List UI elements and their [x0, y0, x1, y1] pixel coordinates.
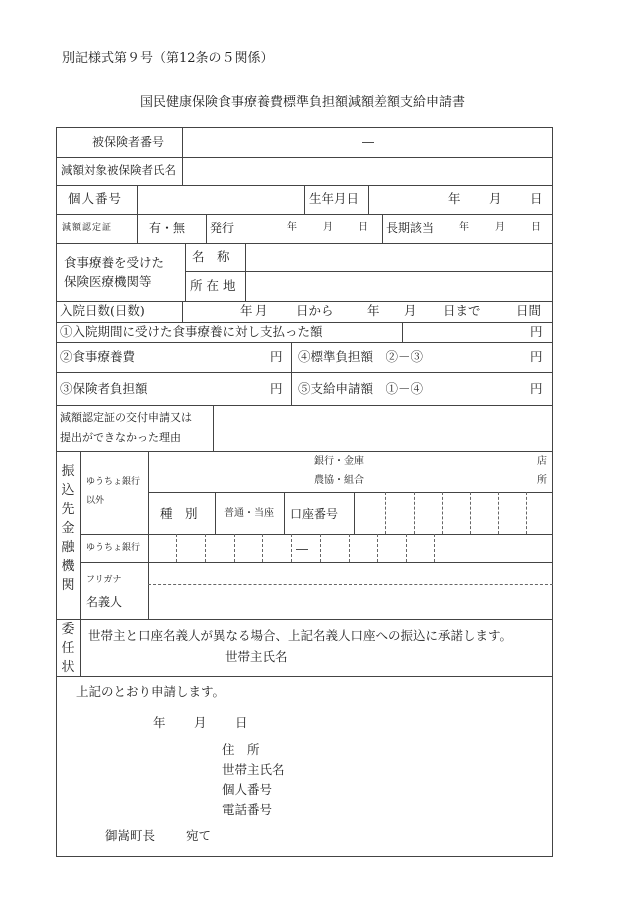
- amount-item-2-yen: 円: [270, 349, 283, 364]
- reason-line1: 減額認定証の交付申請又は: [60, 411, 192, 424]
- applicant-personal-number-label: 個人番号: [222, 782, 273, 797]
- application-statement: 上記のとおり申請します。: [76, 684, 226, 699]
- insured-name-label: 減額対象被保険者氏名: [61, 163, 176, 177]
- stay-month1: 月: [255, 303, 268, 318]
- stay-until: 日まで: [443, 303, 481, 318]
- amount-item-2: ②食事療養費: [60, 349, 136, 364]
- application-day: 日: [235, 715, 248, 730]
- form-title: 国民健康保険食事療養費標準負担額減額差額支給申請書: [140, 95, 466, 110]
- amount-item-5: ⑤支給申請額 ①－④: [298, 381, 424, 396]
- postal-bank-label: ゆうちょ銀行: [86, 543, 141, 553]
- branch-suffix-2: 所: [537, 475, 547, 486]
- dob-label: 生年月日: [309, 191, 360, 206]
- insured-number-label: 被保険者番号: [92, 135, 165, 149]
- cert-long-label: 長期該当: [386, 221, 435, 235]
- personal-number-label: 個人番号: [68, 191, 123, 206]
- non-postal-label-line1: ゆうちょ銀行: [86, 477, 141, 487]
- applicant-phone-label: 電話番号: [222, 802, 273, 817]
- dob-year: 年: [448, 191, 461, 206]
- amount-item-4: ④標準負担額 ②－③: [298, 349, 424, 364]
- institution-label-line1: 食事療養を受けた: [64, 255, 165, 270]
- dob-day: 日: [530, 191, 543, 206]
- account-type-options[interactable]: 普通・当座: [224, 508, 274, 519]
- cert-issued-label: 発行: [210, 221, 235, 235]
- branch-suffix-1: 店: [537, 456, 547, 467]
- cert-label: 減額認定証: [62, 223, 113, 233]
- stay-from: 日から: [296, 303, 334, 318]
- postal-dash: ―: [296, 542, 308, 556]
- applicant-householder-label: 世帯主氏名: [222, 762, 285, 777]
- cert-long-year: 年: [459, 222, 469, 233]
- bank-type-1: 銀行・金庫: [314, 456, 364, 467]
- addressee-to: 宛て: [186, 828, 212, 843]
- stay-days: 日間: [516, 303, 542, 318]
- cert-issued-year: 年: [287, 222, 297, 233]
- cert-long-month: 月: [495, 222, 505, 233]
- insured-number-dash: ―: [362, 135, 374, 149]
- amount-item-4-yen: 円: [530, 349, 543, 364]
- delegation-statement: 世帯主と口座名義人が異なる場合、上記名義人口座への振込に承諾します。: [88, 628, 513, 643]
- institution-label-line2: 保険医療機関等: [64, 274, 152, 289]
- amount-item-3-yen: 円: [270, 381, 283, 396]
- delegation-householder-label: 世帯主氏名: [225, 649, 288, 664]
- amount-item-5-yen: 円: [530, 381, 543, 396]
- bank-type-2: 農協・組合: [314, 475, 364, 486]
- non-postal-label-line2: 以外: [86, 496, 105, 506]
- addressee: 御嵩町長: [105, 828, 156, 843]
- cert-long-day: 日: [531, 222, 541, 233]
- delegation-section-label: 委 任 状: [61, 622, 75, 675]
- cert-issued-day: 日: [358, 222, 368, 233]
- furigana-label: フリガナ: [86, 575, 122, 585]
- amount-item-3: ③保険者負担額: [60, 381, 148, 396]
- amount-item-1: ①入院期間に受けた食事療養に対し支払った額: [60, 324, 323, 339]
- account-holder-label: 名義人: [86, 595, 123, 609]
- application-year: 年: [153, 715, 166, 730]
- account-number-label: 口座番号: [290, 507, 339, 521]
- stay-month2: 月: [404, 303, 417, 318]
- cert-issued-month: 月: [323, 222, 333, 233]
- cert-yes-no: 有・無: [149, 221, 186, 235]
- stay-year1: 年: [240, 303, 253, 318]
- bank-section-label: 振 込 先 金 融 機 関: [61, 464, 75, 593]
- dob-month: 月: [489, 191, 502, 206]
- amount-item-1-yen: 円: [530, 324, 543, 339]
- reason-line2: 提出ができなかった理由: [60, 431, 181, 444]
- application-month: 月: [194, 715, 207, 730]
- stay-year2: 年: [367, 303, 380, 318]
- institution-address-label: 所 在 地: [190, 278, 236, 293]
- applicant-address-label: 住 所: [222, 742, 260, 757]
- institution-name-label: 名 称: [192, 249, 230, 264]
- account-type-label: 種 別: [160, 506, 198, 521]
- form-number: 別記様式第９号（第12条の５関係）: [62, 51, 274, 66]
- stay-label: 入院日数(日数): [60, 303, 145, 318]
